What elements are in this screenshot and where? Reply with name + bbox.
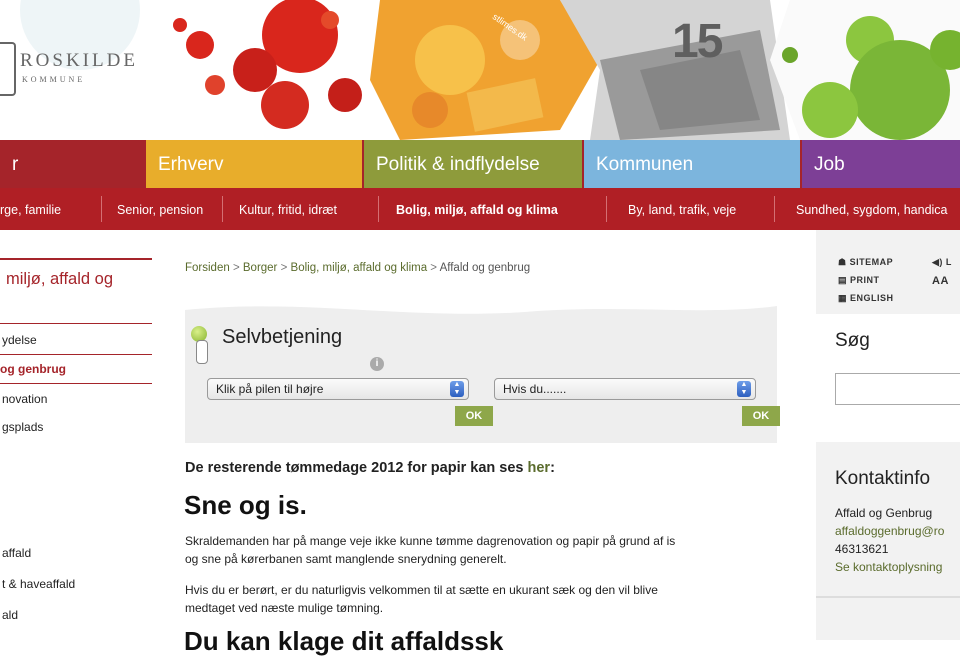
left-nav-item[interactable]: ydelse <box>2 333 37 347</box>
subnav-divider <box>774 196 775 222</box>
english-link[interactable]: ▦ ENGLISH <box>838 293 894 303</box>
info-icon[interactable]: i <box>370 357 384 371</box>
left-nav-top-rule <box>0 258 152 260</box>
paragraph-1-line-1: Skraldemanden har på mange veje ikke kunne tømme dagrenovation og papir på grund af is <box>185 534 676 548</box>
main-navigation <box>0 140 960 188</box>
select-arrows-icon: ▲ ▼ <box>450 381 464 397</box>
nav-tab-borger[interactable]: r <box>0 140 144 188</box>
ok-button-primary[interactable]: OK <box>455 406 493 426</box>
notice-line <box>185 460 555 476</box>
left-nav-rule <box>0 354 152 355</box>
print-icon: ▤ <box>838 275 851 285</box>
subnav-item-senior[interactable]: Senior, pension <box>117 203 204 217</box>
header-banner <box>0 0 960 140</box>
hand-cursor-icon <box>196 340 208 364</box>
breadcrumb-link[interactable]: Borger <box>242 262 278 274</box>
paragraph-1-line-2: og sne på kørerbanen samt manglende snerydning generelt. <box>185 552 507 566</box>
banner-tag: stlimes.dk <box>490 11 530 43</box>
banner-number: 15 <box>672 15 722 68</box>
speaker-icon: ◀) <box>932 257 946 267</box>
article-heading-2: Du kan klage dit affaldssk <box>184 626 504 656</box>
listen-link[interactable]: ◀) L <box>932 257 952 267</box>
logo-shield-icon <box>0 42 16 96</box>
select-primary-value: Klik på pilen til højre <box>216 382 324 396</box>
subnav-divider <box>378 196 379 222</box>
contact-org: Affald og Genbrug <box>835 506 933 520</box>
subnav-divider <box>606 196 607 222</box>
paragraph-2-line-2: medtaget ved næste mulige tømning. <box>185 601 384 615</box>
contact-phone: 46313621 <box>835 542 889 556</box>
ok-button-secondary[interactable]: OK <box>742 406 780 426</box>
breadcrumb <box>185 262 530 274</box>
breadcrumb-separator: > <box>430 262 438 274</box>
paragraph-2-line-1: Hvis du er berørt, er du naturligvis velkommen til at sætte en ukurant sæk og den vil blive <box>185 583 658 597</box>
breadcrumb-separator: > <box>232 262 240 274</box>
notice-text: De resterende tømmedage 2012 for papir kan ses <box>185 460 528 476</box>
breadcrumb-link[interactable]: Forsiden <box>185 262 230 274</box>
nav-tab-politik[interactable]: Politik & indflydelse <box>364 140 582 188</box>
sitemap-link[interactable]: ☗ SITEMAP <box>838 257 894 267</box>
nav-tab-erhverv[interactable]: Erhverv <box>146 140 362 188</box>
text-size-control[interactable]: AA <box>932 275 949 287</box>
subnav-item-sundhed[interactable]: Sundhed, sygdom, handica <box>796 203 948 217</box>
left-nav-item[interactable]: ald <box>2 608 19 622</box>
subnav-item-familie[interactable]: rge, familie <box>0 203 62 217</box>
article-heading: Sne og is. <box>184 490 307 520</box>
banner-artwork <box>0 0 960 140</box>
select-secondary-value: Hvis du....... <box>503 382 567 396</box>
breadcrumb-link[interactable]: Bolig, miljø, affald og klima <box>290 262 428 274</box>
selfservice-select-secondary[interactable] <box>494 378 756 400</box>
subnav-item-bolig[interactable]: Bolig, miljø, affald og klima <box>396 203 558 217</box>
left-nav-item[interactable]: gsplads <box>2 420 44 434</box>
sitemap-icon: ☗ <box>838 257 850 267</box>
left-nav-title-rule <box>0 323 152 324</box>
select-arrows-icon: ▲ ▼ <box>737 381 751 397</box>
notice-link[interactable]: her <box>527 460 551 476</box>
notice-end: : <box>550 460 555 476</box>
paragraph-1 <box>185 532 675 568</box>
flag-icon: ▦ <box>838 293 851 303</box>
subnav-item-by-land[interactable]: By, land, trafik, veje <box>628 203 737 217</box>
contact-email-link[interactable]: affaldoggenbrug@ro <box>835 524 945 538</box>
search-input[interactable] <box>835 373 960 405</box>
breadcrumb-separator: > <box>280 262 288 274</box>
left-nav-rule <box>0 383 152 384</box>
right-divider <box>816 596 960 598</box>
subnav-divider <box>222 196 223 222</box>
contact-more-link[interactable]: Se kontaktoplysning <box>835 560 943 574</box>
nav-tab-job[interactable]: Job <box>802 140 960 188</box>
paragraph-2 <box>185 581 658 617</box>
left-nav-item-active[interactable]: og genbrug <box>0 362 66 376</box>
breadcrumb-current: Affald og genbrug <box>439 262 531 274</box>
left-nav-item[interactable]: novation <box>2 392 48 406</box>
subnav-divider <box>101 196 102 222</box>
left-nav-item[interactable]: affald <box>2 546 32 560</box>
selfservice-title: Selvbetjening <box>222 326 343 348</box>
search-title: Søg <box>835 330 870 351</box>
contact-title: Kontaktinfo <box>835 468 931 489</box>
sub-navigation <box>0 188 960 230</box>
logo-subtitle: KOMMUNE <box>22 75 86 84</box>
logo-name[interactable]: ROSKILDE <box>20 50 138 71</box>
nav-tab-kommunen[interactable]: Kommunen <box>584 140 800 188</box>
left-nav-title: miljø, affald og <box>6 270 113 288</box>
selfservice-wave <box>185 298 777 328</box>
left-nav-item[interactable]: t & haveaffald <box>2 577 76 591</box>
selfservice-select-primary[interactable] <box>207 378 469 400</box>
print-link[interactable]: ▤ PRINT <box>838 275 880 285</box>
subnav-item-kultur[interactable]: Kultur, fritid, idræt <box>239 203 337 217</box>
